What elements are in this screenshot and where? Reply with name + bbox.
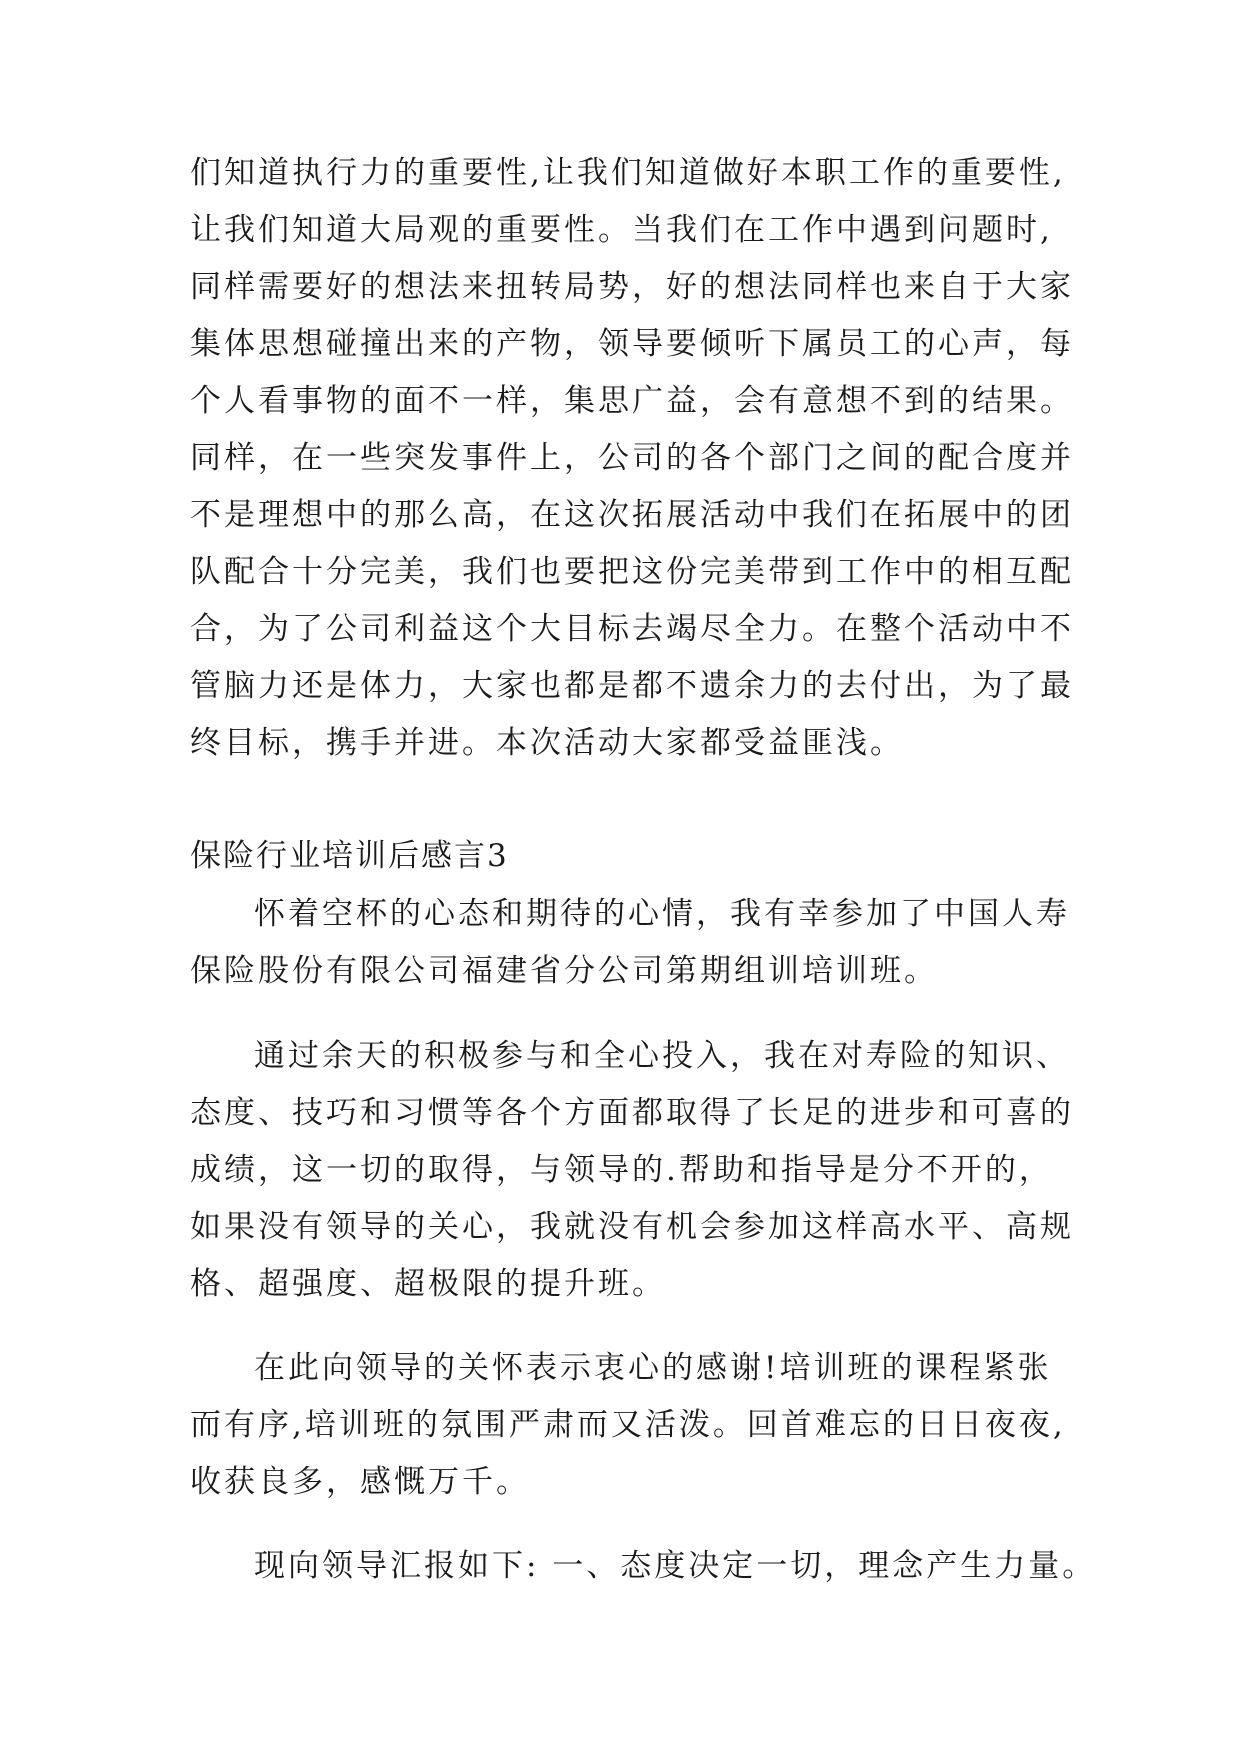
paragraph-4-line-2: 而有序,培训班的氛围严肃而又活泼。回首难忘的日日夜夜,: [190, 1407, 1066, 1443]
paragraph-2-line-1: 怀着空杯的心态和期待的心情，我有幸参加了中国人寿: [254, 896, 1070, 932]
paragraph-3-line-2: 态度、技巧和习惯等各个方面都取得了长足的进步和可喜的: [190, 1095, 1074, 1131]
paragraph-1-line-3: 同样需要好的想法来扭转局势，好的想法同样也来自于大家: [190, 269, 1074, 305]
paragraph-5-line-1: 现向领导汇报如下: 一、态度决定一切，理念产生力量。: [254, 1548, 1097, 1584]
paragraph-1-line-9: 合，为了公司利益这个大目标去竭尽全力。在整个活动中不: [190, 611, 1074, 647]
paragraph-4-line-3: 收获良多，感慨万千。: [190, 1464, 530, 1500]
paragraph-1-line-1: 们知道执行力的重要性,让我们知道做好本职工作的重要性,: [190, 155, 1066, 191]
paragraph-1-line-4: 集体思想碰撞出来的产物，领导要倾听下属员工的心声，每: [190, 326, 1074, 362]
paragraph-1-line-6: 同样，在一些突发事件上，公司的各个部门之间的配合度并: [190, 440, 1074, 476]
paragraph-3-line-1: 通过余天的积极参与和全心投入，我在对寿险的知识、: [254, 1038, 1070, 1074]
paragraph-1-line-7: 不是理想中的那么高，在这次拓展活动中我们在拓展中的团: [190, 497, 1074, 533]
paragraph-3-line-3: 成绩，这一切的取得，与领导的.帮助和指导是分不开的，: [190, 1152, 1053, 1188]
paragraph-1-line-5: 个人看事物的面不一样，集思广益，会有意想不到的结果。: [190, 383, 1074, 419]
paragraph-3-line-5: 格、超强度、超极限的提升班。: [190, 1266, 666, 1302]
paragraph-1-line-10: 管脑力还是体力，大家也都是都不遗余力的去付出，为了最: [190, 668, 1074, 704]
paragraph-2-line-2: 保险股份有限公司福建省分公司第期组训培训班。: [190, 953, 938, 989]
paragraph-4-line-1: 在此向领导的关怀表示衷心的感谢!培训班的课程紧张: [254, 1350, 1052, 1386]
section-heading: 保险行业培训后感言3: [190, 838, 509, 874]
paragraph-1-line-2: 让我们知道大局观的重要性。当我们在工作中遇到问题时,: [190, 212, 1053, 248]
paragraph-1-line-8: 队配合十分完美，我们也要把这份完美带到工作中的相互配: [190, 554, 1074, 590]
paragraph-3-line-4: 如果没有领导的关心，我就没有机会参加这样高水平、高规: [190, 1209, 1074, 1245]
paragraph-1-line-11: 终目标，携手并进。本次活动大家都受益匪浅。: [190, 725, 904, 761]
